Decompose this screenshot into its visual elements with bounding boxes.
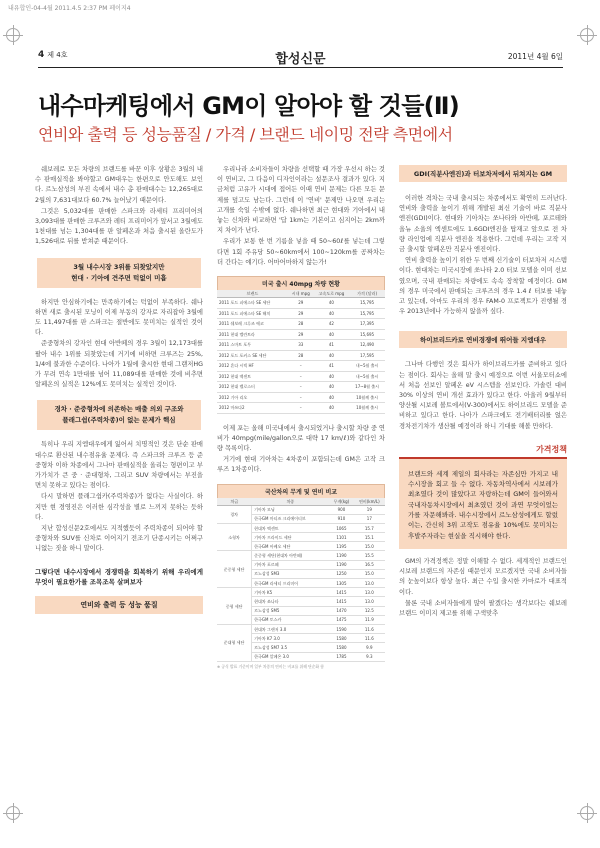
paragraph: 연비 출력을 높이기 위한 두 번째 신기술이 터보차저 시스템이다. 현대차는 미국시장에 쏘나타 2.0 터보 모델을 이미 선보였으며, 국내 판매되는 차량에도 속속 장착할 예정이다. GM의 경우 미국에서 판매되는 크루즈의 경우 1.4 ℓ 터보를 내놓고 있는데, 아마도 우리의 경우 FAM-0 프로젝트가 진행될 경우 2013년에나 가능하지 않을까 싶다. (399, 257, 567, 316)
table-cell: 2011 포드 피에스타 SE 세단 (217, 298, 288, 309)
table-cell: 29 (288, 308, 314, 319)
paragraph: 그나마 다행인 것은 회사가 하이브리드카를 준비하고 있다는 점이다. 회사는 올해 말 출시 예정으로 이번 서울모터쇼에서 처음 선보인 알페온 eV 시스템을 선보인다. 가솔린 대비 30% 이상의 연비 개선 효과가 있다고 한다. 아울러 9월부터 양산될 시보레 볼트에서(V-300)에서도 하이브리드 모델을 준비하고 있다고 한다. 나아가 스파크에도 전기배터리를 얹은 경차전기차가 생산될 예정이라 하니 기대를 해볼 만하다. (399, 361, 567, 430)
issue-date: 2011년 4월 6일 (507, 52, 563, 61)
table-cell: 40 (314, 382, 350, 393)
registration-mark-icon (580, 28, 594, 42)
table-cell: 15.5 (354, 551, 385, 560)
paragraph: 하지만 안심하기에는 만족하기에는 턱없이 부족하다. 쉐나하면 새로 출시된 모닝이 이제 부동의 강자로 자리잡아 3월에도 11,497대를 판 스파크는 절반에도 못미치는 실적인 것이다. (35, 298, 203, 337)
table-cell: 기아차 모닝 (252, 505, 330, 514)
table-cell: 현대차 그랜저 3.0 (252, 624, 330, 633)
table-row (217, 371, 385, 382)
table-row (217, 523, 385, 532)
table-cell: 17~8월 출시 (349, 382, 385, 393)
page-header (38, 50, 563, 67)
table-cell: 13.0 (354, 597, 385, 606)
table-group-cell: 준중형 세단 (217, 551, 252, 588)
table-row (217, 319, 385, 330)
registration-mark-icon (6, 28, 20, 42)
table-cell: 1415 (329, 597, 353, 606)
table-cell: 1065 (329, 523, 353, 532)
registration-mark-icon (580, 806, 594, 820)
table-cell: 2011 현대 엘란트라 (217, 329, 288, 340)
table-cell: 11.9 (354, 615, 385, 624)
table-cell: 40 (314, 392, 350, 403)
table-header: 시내 mpg (288, 290, 314, 298)
table-cell: 준중형 세단(현대차 아반떼) (252, 551, 330, 560)
table-cell: 1590 (329, 624, 353, 633)
table-cell: 내~5월 출시 (349, 361, 385, 372)
table-cell: 15.0 (354, 542, 385, 551)
table-header: 연비(km/L) (354, 498, 385, 506)
table-cell: 1580 (329, 643, 353, 652)
table-cell: 40 (314, 350, 350, 361)
table-cell: 2011 쉐보레 크루즈 에코 (217, 319, 288, 330)
table-cell: 41 (314, 361, 350, 372)
table-header: 가격 (달러) (349, 290, 385, 298)
table-cell: 2011 스마트 포투 (217, 340, 288, 351)
table-row (217, 329, 385, 340)
highlight-box: 브랜드와 세계 제일의 회사라는 자존심만 가지고 내수시장을 회고 들 수 없다. 자동차역사에서 시보레가 최초였다 것이 많았다고 자랑하는데 GM이 들어와서 국내자동차시장에서 최초였던 것이 과연 무엇이었는가를 자문해봐라. 내수시장에서 르노삼성에게도 할렀이는, 간신히 3위 고작도 점유율 10%에도 못미치는 후발주자라는 현실을 직시해야 한다. (399, 459, 567, 549)
table-cell: 40 (314, 329, 350, 340)
table-cell: 1785 (329, 652, 353, 661)
column-1 (35, 165, 203, 614)
table-cell: 한국GM 알페온 3.0 (252, 652, 330, 661)
table-cell: 12.5 (354, 606, 385, 615)
paragraph: 이제 포는 올해 미국내에서 출시되었거나 출시할 차량 중 연비가 40mpg(mile/gallon으로 대략 17 km/ℓ)와 같다인 차량 목록이다. (217, 424, 385, 452)
table-cell: 29 (288, 329, 314, 340)
table-title: 국산차의 무게 및 연비 비교 (217, 484, 385, 498)
section-box-line: 경차 · 준중형차에 의존하는 매출 의외 구조와 (54, 405, 184, 414)
paragraph: 우리나라 소비자들이 차량을 선택할 때 가장 우선시 하는 것이 연비고, 그 다음이 디자인이라는 설문조사 결과가 있다. 지금처럼 고유가 시대에 접어든 이때 연비 문제는 다른 모든 문제를 덮고도 남는다. 그런데 이 '연비' 문제만 나오면 우리는 고개를 숙일 수밖에 없다. 쉐나하면 최근 현대와 기아에서 내놓는 신차와 비교하면 '답 1km는 기본이고 심지어는 2km까지 차이가 난다. (217, 166, 385, 235)
header-rule (38, 67, 563, 68)
section-heading: 가격정책 (536, 444, 567, 454)
mpg-table (217, 290, 385, 414)
table-row (217, 298, 385, 309)
table-cell: 기아차 K5 (252, 588, 330, 597)
table-cell: 15.0 (354, 569, 385, 578)
table-cell: 1195 (329, 542, 353, 551)
table-group-cell: 경차 (217, 505, 252, 523)
table-cell: 10월께 출시 (349, 392, 385, 403)
section-box-line: 플래그쉽(주력차종)이 없는 문제가 핵심 (62, 416, 176, 425)
table-cell: 15.1 (354, 533, 385, 542)
table-cell: 900 (329, 505, 353, 514)
page-subtitle: 연비와 출력 등 성능품질 / 가격 / 브랜드 네이밍 전략 측면에서 (38, 125, 453, 144)
table-cell: 17,595 (349, 350, 385, 361)
table-cell: 16.5 (354, 560, 385, 569)
table-cell: 기아차 K7 3.0 (252, 634, 330, 643)
paragraph: 쉐보레로 모든 차량의 브랜드를 바꾼 이후 상황은 3월의 내수 판매실적을 봐야할고 GM대우는 한편으로 안도해도 보인다. 르노삼성의 부진 속에서 내수 총 판매대수는 12,265대로 2월의 7,631대보다 60.7% 늘어났기 때문이다. (35, 166, 203, 204)
table-cell: 28 (288, 350, 314, 361)
table-cell: 1190 (329, 560, 353, 569)
column-3 (399, 165, 567, 620)
table-cell: 르노삼성 SM3 (252, 569, 330, 578)
table-cell: 28 (288, 319, 314, 330)
page-number: 4 제 4호 (38, 50, 68, 60)
table-cell: 9.3 (354, 652, 385, 661)
table-cell: 한국GM 토스카 (252, 615, 330, 624)
section-box: 연비와 출력 등 성능 품질 (35, 596, 203, 614)
masthead-logo: 합성신문 (275, 52, 326, 67)
table-cell: 한국GM 마티즈 크리에이티브 (252, 514, 330, 523)
table-cell: 910 (329, 514, 353, 523)
paragraph: 물론 국내 소비자들에게 많이 팔겠다는 생각보다는 쉐보레 브랜드 이미지 제고를 위해 구색맞추 (399, 599, 567, 617)
table-cell: 17 (354, 514, 385, 523)
table-cell: 40 (314, 403, 350, 414)
table-cell: 13.0 (354, 588, 385, 597)
section-box: GDI(직분사엔진)과 터보차저에서 뒤쳐지는 GM (399, 165, 567, 182)
paragraph: 거기에 현대 기아차는 4차종이 포함되는데 GM은 고작 크루즈 1차종이다. (217, 456, 385, 474)
table-cell: 19 (354, 505, 385, 514)
table-group-cell: 중형 세단 (217, 588, 252, 625)
section-box (37, 400, 201, 430)
table-group-cell: 소형차 (217, 523, 252, 551)
table-row (217, 392, 385, 403)
table-cell: 10월께 출시 (349, 403, 385, 414)
table-note: ※ 공식 발표 기준이며 일부 차종의 연비는 비교를 위해 단순화 함 (217, 663, 324, 669)
table-cell: – (288, 392, 314, 403)
table-cell: 13.0 (354, 579, 385, 588)
paragraph: 지난 합성신문2호에서도 지적했듯이 주력차종이 되어야 할 중형차와 SUV를 신차로 이어지기 전조기 단종시키는 어쩌구니없는 짓을 하니 말이다. (35, 525, 203, 553)
table-cell: 12,490 (349, 340, 385, 351)
table-cell: 42 (314, 319, 350, 330)
section-box: 하이브리드카로 연비경쟁에 뛰어들 지엠대우 (399, 331, 567, 348)
table-cell: 현대차 엑센트 (252, 523, 330, 532)
table-cell: 15.7 (354, 523, 385, 532)
table-row (217, 624, 385, 633)
table-cell: 1580 (329, 634, 353, 643)
table-row (217, 403, 385, 414)
paragraph: 특히나 우리 지엠대우에게 잃어서 치명적인 것은 단순 판매대수로 환산된 내수점유율 문제다. 즉 스파크와 크루즈 등 준중형차 이하 차종에서 그나마 판매실적을 올리는 형편이고 부가가치가 큰 중 · 준대형차, 그리고 SUV 차량에서는 부진을 면치 못하고 있다는 점이다. (35, 441, 203, 490)
weight-efficiency-table (217, 498, 385, 662)
table-cell: 2012 현대 벨로스터 (217, 382, 288, 393)
section-box-line: 3월 내수시장 3위를 되찾았지만 (73, 262, 165, 271)
print-slug: 내유합인-04-4월 2011.4.5 2:37 PM 페이지4 (8, 5, 131, 12)
table-group-cell: 준대형 세단 (217, 624, 252, 661)
table-cell: 15,695 (349, 329, 385, 340)
table-row (217, 340, 385, 351)
table-row (217, 505, 385, 514)
table-cell: 르노삼성 SM5 (252, 606, 330, 615)
table-cell: 15,795 (349, 298, 385, 309)
table-row (217, 551, 385, 560)
table-cell: 2012 현대 액센트 (217, 371, 288, 382)
column-2 (217, 165, 385, 669)
table-cell: 33 (288, 340, 314, 351)
table-cell: 40 (314, 371, 350, 382)
table-cell: – (288, 371, 314, 382)
page-title: 내수마케팅에서 GM이 알아야 할 것들(Ⅱ) (38, 92, 459, 120)
paragraph: 그것은 5,032대를 판매한 스파크와 라세티 프리미어의 3,093대를 판매한 크루즈와 레티 프리미어가 앞서고 3월에도 1천대를 넘는 1,304대를 판 알페온과 처음 출시된 올란도가 1,526대로 뒤를 받쳐준 때문이다. (35, 207, 203, 246)
table-cell: 2011 포드 피에스타 SE 해치 (217, 308, 288, 319)
table-cell: 내~5월 출시 (349, 371, 385, 382)
table-cell: 1305 (329, 579, 353, 588)
table-cell: 2012 포드 포커스 SE 세단 (217, 350, 288, 361)
table-cell: 한국GM 아베오 세단 (252, 542, 330, 551)
table-row (217, 361, 385, 372)
closing-statement: 그렇다면 내수시장에서 경쟁력을 회복하기 위해 우리에게 무엇이 필요한가를 조목조목 살펴보자 (35, 567, 203, 587)
table-header: 차급 (217, 498, 252, 506)
table-cell: – (288, 361, 314, 372)
paragraph: 이러한 격차는 국내 출시되는 차종에서도 확연히 드러난다. 연비와 출력을 높이기 위해 개발된 최신 기술이 바로 직분사 엔진(GDI)이다. 현대와 기아차는 쏘나타와 아반떼, 포르테와 올뉴 소울의 엑센트에도 1.6GDI엔진을 탑재고 앞으로 전 차량 라인업에 직분사 엔진을 적용한다. 그런데 우리는 고작 지금 출시할 알페온만 직분사 엔진이다. (399, 195, 567, 254)
table-cell: – (288, 382, 314, 393)
table-cell: 한국GM 라세티 프리미어 (252, 579, 330, 588)
table-cell: 2012 혼다 시빅 HF (217, 361, 288, 372)
table-cell: 2012 기아 리오 (217, 392, 288, 403)
table-header: 고속도로 mpg (314, 290, 350, 298)
table-cell: 9.9 (354, 643, 385, 652)
table-cell: 1415 (329, 588, 353, 597)
paragraph: GM의 가격정책은 정말 이해할 수 없다. 세계적인 브랜드인 시보레 브랜드의 자존심 때문인지 모르겠지만 국내 소비자들의 눈높이보다 항상 높다. 최근 수입 출시한 카마로가 대표적이다. (399, 557, 567, 596)
table-cell: 40 (314, 308, 350, 319)
table-cell: 1470 (329, 606, 353, 615)
table-cell: 11.6 (354, 624, 385, 633)
table-cell: 르노삼성 SM7 3.5 (252, 643, 330, 652)
section-box-line: 현대 · 기아에 견주면 턱없이 미흡 (71, 273, 167, 282)
table-cell: 1250 (329, 569, 353, 578)
table-cell: 1190 (329, 551, 353, 560)
table-cell: 1101 (329, 533, 353, 542)
table-header: 무게(kg) (329, 498, 353, 506)
table-cell: 17,395 (349, 319, 385, 330)
table-cell: 2012 마쓰다2 (217, 403, 288, 414)
section-box (37, 258, 201, 288)
table-cell: 1475 (329, 615, 353, 624)
table-row (217, 308, 385, 319)
table-cell: 40 (314, 298, 350, 309)
table-cell: 41 (314, 340, 350, 351)
table-cell: 기아차 포르떼 (252, 560, 330, 569)
table-cell: 29 (288, 298, 314, 309)
table-header: 차종 (252, 498, 330, 506)
table-row (217, 350, 385, 361)
table-title: 미국 출시 40mpg 차량 현황 (217, 276, 385, 290)
table-cell: 기아차 프라이드 세단 (252, 533, 330, 542)
table-cell: 11.6 (354, 634, 385, 643)
table-row (217, 382, 385, 393)
registration-mark-icon (6, 806, 20, 820)
issue-number: 제 4호 (47, 51, 68, 59)
paragraph: 다시 말하면 플래그쉽카(주력차종)가 없다는 사실이다. 하지만 현 경영진은 이러한 심각성을 별로 느끼지 못하는 듯하다. (35, 493, 203, 521)
table-cell: 현대차 쏘나타 (252, 597, 330, 606)
paragraph: 준중형차의 강자인 현대 아반떼의 경우 3월이 12,173대를 팔아 내수 1위를 되찾았는데 거기에 비하면 크루즈는 25%, 1/4에 불과한 수준이다. 나아가 1월에 출시한 현대 그랜저HG가 무려 연속 1만대를 넘어 11,089대를 판매한 것에 비추면 알페온의 실적은 12%에도 못미치는 실적인 것이다. (35, 340, 203, 389)
table-header: 브랜드 (217, 290, 288, 298)
table-cell: 15,795 (349, 308, 385, 319)
table-cell: – (288, 403, 314, 414)
table-row (217, 588, 385, 597)
paragraph: 우리가 보통 한 번 기름을 넣을 때 50~60ℓ를 넣는데 그렇다면 1회 주유당 50~60km에서 100~120km를 공짜차는 더 간다는 얘기다. 어마어마하지 않는가! (217, 238, 385, 266)
